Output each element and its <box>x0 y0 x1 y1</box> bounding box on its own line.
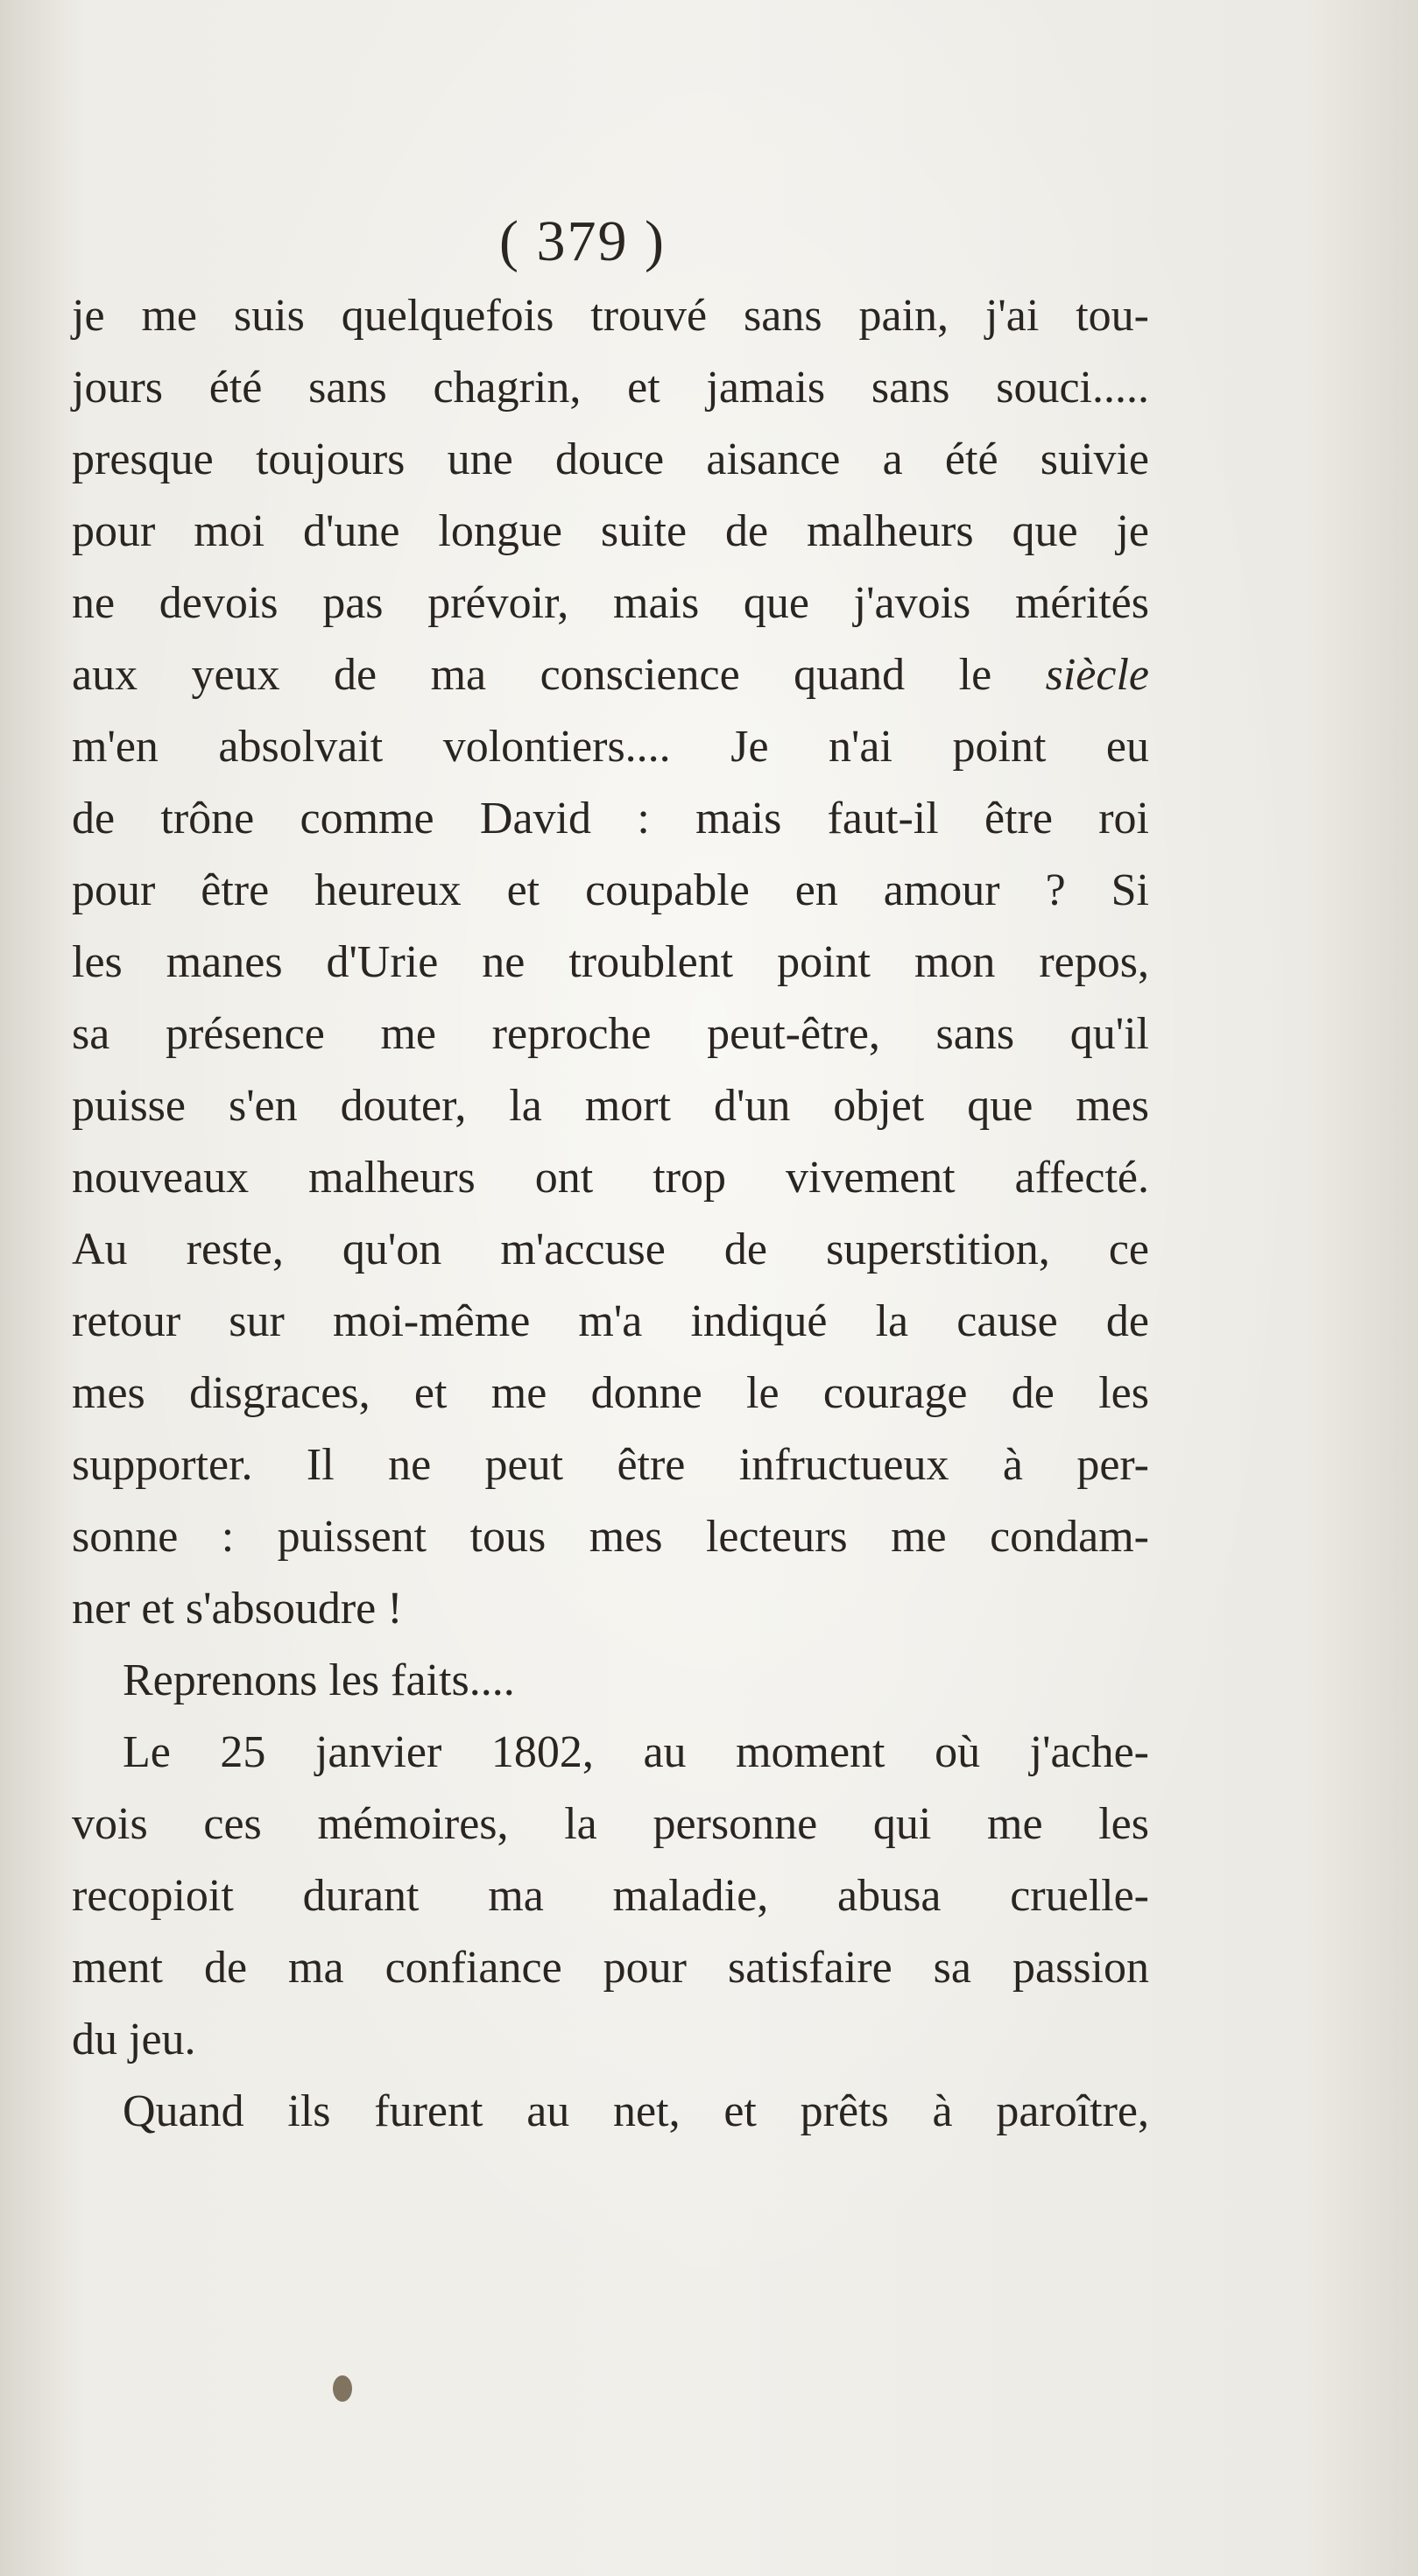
text-line: sonne : puissent tous mes lecteurs me condam- <box>72 1512 1149 1562</box>
text-line: Au reste, qu'on m'accuse de superstition, ce <box>72 1224 1149 1274</box>
text-line: nouveaux malheurs ont trop vivement affecté. <box>72 1153 1149 1203</box>
text-line: sa présence me reproche peut-être, sans qu'il <box>72 1009 1149 1059</box>
text-line: de trône comme David : mais faut-il être roi <box>72 794 1149 843</box>
italic-word: siècle <box>1045 650 1149 700</box>
text-line: presque toujours une douce aisance a été suivie <box>72 434 1149 484</box>
text-line: ner et s'absoudre ! <box>72 1584 403 1634</box>
text-line <box>72 639 1149 711</box>
text-line: recopioit durant ma maladie, abusa cruelle- <box>72 1871 1149 1921</box>
text-line: retour sur moi-même m'a indiqué la cause de <box>72 1296 1149 1346</box>
text-line: je me suis quelquefois trouvé sans pain, j'ai tou- <box>72 291 1149 341</box>
page-text <box>72 280 1149 2148</box>
text-line: les manes d'Urie ne troublent point mon repos, <box>72 937 1149 987</box>
text-line: supporter. Il ne peut être infructueux à per- <box>72 1440 1149 1490</box>
text-line: vois ces mémoires, la personne qui me les <box>72 1799 1149 1849</box>
text-line: Le 25 janvier 1802, au moment où j'ache- <box>123 1727 1149 1777</box>
text-line: ment de ma confiance pour satisfaire sa passion <box>72 1943 1149 1993</box>
page-number: ( 379 ) <box>499 209 666 273</box>
text-line: Quand ils furent au net, et prêts à paroître, <box>123 2086 1149 2136</box>
text-line: Reprenons les faits.... <box>123 1655 515 1705</box>
ink-spot <box>333 2375 352 2402</box>
text-line: pour moi d'une longue suite de malheurs que je <box>72 506 1149 556</box>
text-line: puisse s'en douter, la mort d'un objet que mes <box>72 1081 1149 1131</box>
text-segment: aux yeux de ma conscience quand le <box>72 650 1046 700</box>
text-line: pour être heureux et coupable en amour ? Si <box>72 865 1149 915</box>
text-line: du jeu. <box>72 2015 196 2064</box>
text-line: jours été sans chagrin, et jamais sans souci..... <box>72 363 1149 413</box>
text-line: m'en absolvait volontiers.... Je n'ai point eu <box>72 722 1149 772</box>
text-line: ne devois pas prévoir, mais que j'avois mérités <box>72 578 1149 628</box>
text-line: mes disgraces, et me donne le courage de les <box>72 1368 1149 1418</box>
